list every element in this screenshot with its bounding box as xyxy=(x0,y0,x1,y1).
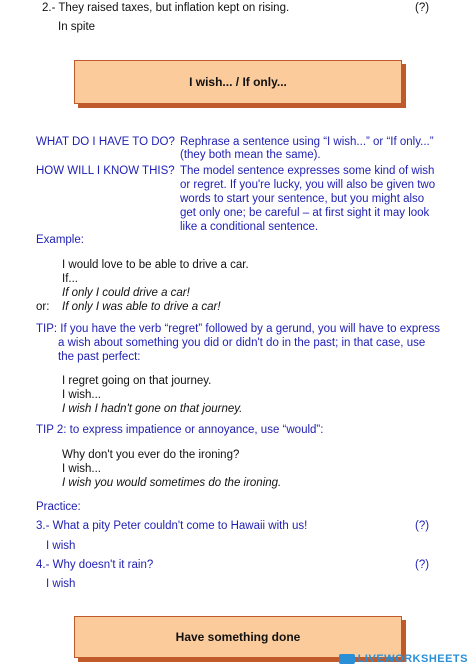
example-or-label: or: xyxy=(36,301,50,313)
example-label: Example: xyxy=(36,234,84,246)
question-4-text: 4.- Why doesn't it rain? xyxy=(36,559,154,571)
tip2-example-sentence: Why don't you ever do the ironing? xyxy=(62,449,240,461)
section-banner-i-wish xyxy=(74,60,402,104)
what-to-do-answer-line: (they both mean the same). xyxy=(180,149,321,161)
tip1-example-prompt: I wish... xyxy=(62,389,101,401)
example-prompt: If... xyxy=(62,273,78,285)
example-answer-alt: If only I was able to drive a car! xyxy=(62,301,221,313)
liveworksheets-logo xyxy=(339,653,468,665)
how-will-i-know-line: like a conditional sentence. xyxy=(180,221,319,233)
tip2-example-prompt: I wish... xyxy=(62,463,101,475)
how-will-i-know-label: HOW WILL I KNOW THIS? xyxy=(36,165,175,177)
question-4-answer-field[interactable]: I wish xyxy=(46,578,76,590)
question-2-answer-field[interactable]: In spite xyxy=(58,21,96,33)
practice-label: Practice: xyxy=(36,501,81,513)
what-to-do-label: WHAT DO I HAVE TO DO? xyxy=(36,136,175,148)
section-title: I wish... / If only... xyxy=(189,75,287,89)
what-to-do-answer-line: Rephrase a sentence using “I wish...” or “If only...” xyxy=(180,136,434,148)
question-2-help-mark[interactable]: (?) xyxy=(415,2,430,14)
question-2-text: 2.- They raised taxes, but inflation kept on rising. xyxy=(42,2,290,14)
section-banner-have-something-done xyxy=(74,616,402,658)
section-title: Have something done xyxy=(175,630,301,644)
liveworksheets-logo-text: LIVEWORKSHEETS xyxy=(357,653,468,665)
example-sentence: I would love to be able to drive a car. xyxy=(62,259,249,271)
how-will-i-know-line: or regret. If you're lucky, you will also be given two xyxy=(180,179,436,191)
tip1-line: the past perfect: xyxy=(58,351,141,363)
example-answer: If only I could drive a car! xyxy=(62,287,190,299)
how-will-i-know-line: words to start your sentence, but you might also xyxy=(180,193,425,205)
question-4-help-mark[interactable]: (?) xyxy=(415,559,430,571)
tip1-example-answer: I wish I hadn't gone on that journey. xyxy=(62,403,243,415)
how-will-i-know-line: get only one; be careful – at first sight it may look xyxy=(180,207,430,219)
question-3-answer-field[interactable]: I wish xyxy=(46,540,76,552)
question-3-text: 3.- What a pity Peter couldn't come to Hawaii with us! xyxy=(36,520,308,532)
tip1-example-sentence: I regret going on that journey. xyxy=(62,375,212,387)
question-3-help-mark[interactable]: (?) xyxy=(415,520,430,532)
tip2-example-answer: I wish you would sometimes do the ironing. xyxy=(62,477,282,489)
tip1-line: a wish about something you did or didn't do in the past; in that case, use xyxy=(58,337,426,349)
how-will-i-know-line: The model sentence expresses some kind of wish xyxy=(180,165,435,177)
liveworksheets-logo-icon xyxy=(339,654,355,664)
tip2-line: TIP 2: to express impatience or annoyance, use “would”: xyxy=(36,424,324,436)
tip1-line: TIP: If you have the verb “regret” followed by a gerund, you will have to express xyxy=(36,323,440,335)
